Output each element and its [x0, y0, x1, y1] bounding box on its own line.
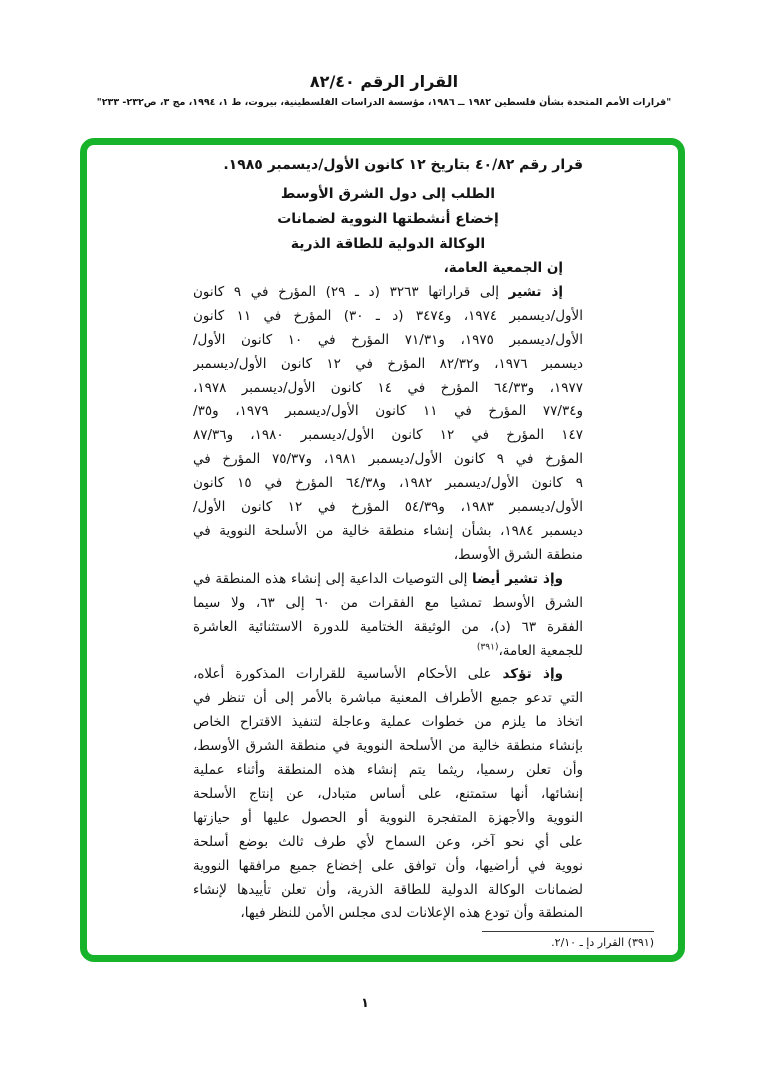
- body-line: الشرق الأوسط تمشيا مع الفقرات من ٦٠ إلى ٦٣، ولا سيما: [193, 594, 583, 611]
- date-line: قرار رقم ٤٠/٨٢ بتاريخ ١٢ كانون الأول/ديسمبر ١٩٨٥.: [223, 157, 583, 173]
- document-body: [87, 145, 678, 926]
- heading-line: الطلب إلى دول الشرق الأوسط: [280, 186, 496, 202]
- lead-phrase: وإذ تشير أيضا: [472, 570, 563, 587]
- body-line: الفقرة ٦٣ (د)، من الوثيقة الختامية للدورة الاستثنائية العاشرة: [193, 618, 583, 635]
- body-line: نووية في أراضيها، وأن توافق على إخضاع جميع مرافقها النووية: [193, 857, 583, 874]
- body-line: بإنشاء منطقة خالية من الأسلحة النووية في منطقة الشرق الأوسط،: [193, 738, 583, 755]
- lead-phrase: إذ تشير: [508, 283, 563, 300]
- body-line: الأول/ديسمبر ١٩٧٤، و٣٤٧٤ (د ـ ٣٠) المؤرخ في ١١ كانون: [193, 307, 583, 324]
- body-line: اتخاذ ما يلزم من خطوات عملية وعاجلة لتنفيذ الاقتراح الخاص: [193, 714, 583, 731]
- body-line: منطقة الشرق الأوسط،: [453, 546, 583, 563]
- green-document-frame: [80, 138, 685, 962]
- heading-line: إخضاع أنشطتها النووية لضمانات: [277, 211, 499, 227]
- body-line: المؤرخ في ٩ كانون الأول/ديسمبر ١٩٨١، و٧٥/٣٧ المؤرخ في: [193, 451, 583, 468]
- body-line: وأن تعلن رسميا، ريثما يتم إنشاء هذه المنطقة وأثناء عملية: [193, 762, 583, 779]
- body-line: لضمانات الوكالة الدولية للطاقة الذرية، وأن تعلن تأييدها لإنشاء: [193, 881, 583, 898]
- paragraph-also-recalling: [193, 568, 583, 664]
- body-line: ٩ كانون الأول/ديسمبر ١٩٨٢، و٦٤/٣٨ المؤرخ في ١٥ كانون: [193, 475, 583, 492]
- paragraph-affirming: [193, 663, 583, 926]
- resolution-number: القرار الرقم ٨٢/٤٠: [309, 72, 459, 91]
- body-line: النووية والأجهزة المتفجرة النووية أو الحصول عليها أو حيازتها: [193, 809, 583, 826]
- body-line: على أي نحو آخر، وعن السماح لأي طرف ثالث بوضع أسلحة: [193, 833, 583, 850]
- paragraph-recalling: [193, 281, 583, 568]
- body-line: إنشائها، أنها ستمتنع، على أساس متبادل، عن إنتاج الأسلحة: [193, 785, 583, 802]
- body-line: وإذ تؤكد على الأحكام الأساسية للقرارات المذكورة أعلاه،: [193, 666, 563, 683]
- body-line: وإذ تشير أيضا إلى التوصيات الداعية إلى إنشاء هذه المنطقة في: [193, 570, 563, 587]
- heading-line: الوكالة الدولية للطاقة الذرية: [290, 236, 486, 252]
- body-line: التي تدعو جميع الأطراف المعنية مباشرة بالأمر إلى أن تنظر في: [193, 690, 583, 707]
- body-line: و٧٧/٣٤ المؤرخ في ١١ كانون الأول/ديسمبر ١٩٧٩، و٣٥/: [193, 403, 583, 420]
- footnote-reference: (٣٩١): [476, 642, 499, 652]
- body-line: إذ تشير إلى قراراتها ٣٢٦٣ (د ـ ٢٩) المؤرخ في ٩ كانون: [193, 283, 563, 300]
- page-number: ١: [361, 996, 369, 1011]
- opening-line: إن الجمعية العامة،: [443, 260, 563, 276]
- source-citation: "قرارات الأمم المتحدة بشأن فلسطين ١٩٨٢ ــ ١٩٨٦، مؤسسة الدراسات الفلسطينية، بيروت، ط ١، ١٩٩٤، مج ٣، ص٢٣٢- ٢٣٣": [96, 97, 672, 108]
- body-line: ١٩٧٧، و٦٤/٣٣ المؤرخ في ١٤ كانون الأول/ديسمبر ١٩٧٨،: [193, 379, 583, 396]
- body-line: ديسمبر ١٩٧٦، و٨٢/٣٢ المؤرخ في ١٢ كانون الأول/ديسمبر: [193, 355, 583, 372]
- page-header: [0, 72, 768, 108]
- footnote: (٣٩١) القرار دإ ـ ٢/١٠.: [482, 931, 654, 949]
- body-line: ١٤٧ المؤرخ في ١٢ كانون الأول/ديسمبر ١٩٨٠، و٨٧/٣٦: [193, 427, 583, 444]
- body-line: الأول/ديسمبر ١٩٧٥، و٧١/٣١ المؤرخ في ١٠ كانون الأول/: [193, 331, 583, 348]
- body-line: ديسمبر ١٩٨٤، بشأن إنشاء منطقة خالية من الأسلحة النووية في: [193, 522, 583, 539]
- body-line: الأول/ديسمبر ١٩٨٣، و٥٤/٣٩ المؤرخ في ١٢ كانون الأول/: [193, 499, 583, 516]
- body-line: المنطقة وأن تودع هذه الإعلانات لدى مجلس الأمن للنظر فيها،: [240, 905, 583, 922]
- document-heading: [193, 182, 583, 257]
- body-line: للجمعية العامة،$^{(٣٩١)}$: [476, 642, 583, 659]
- lead-phrase: وإذ تؤكد: [502, 666, 563, 683]
